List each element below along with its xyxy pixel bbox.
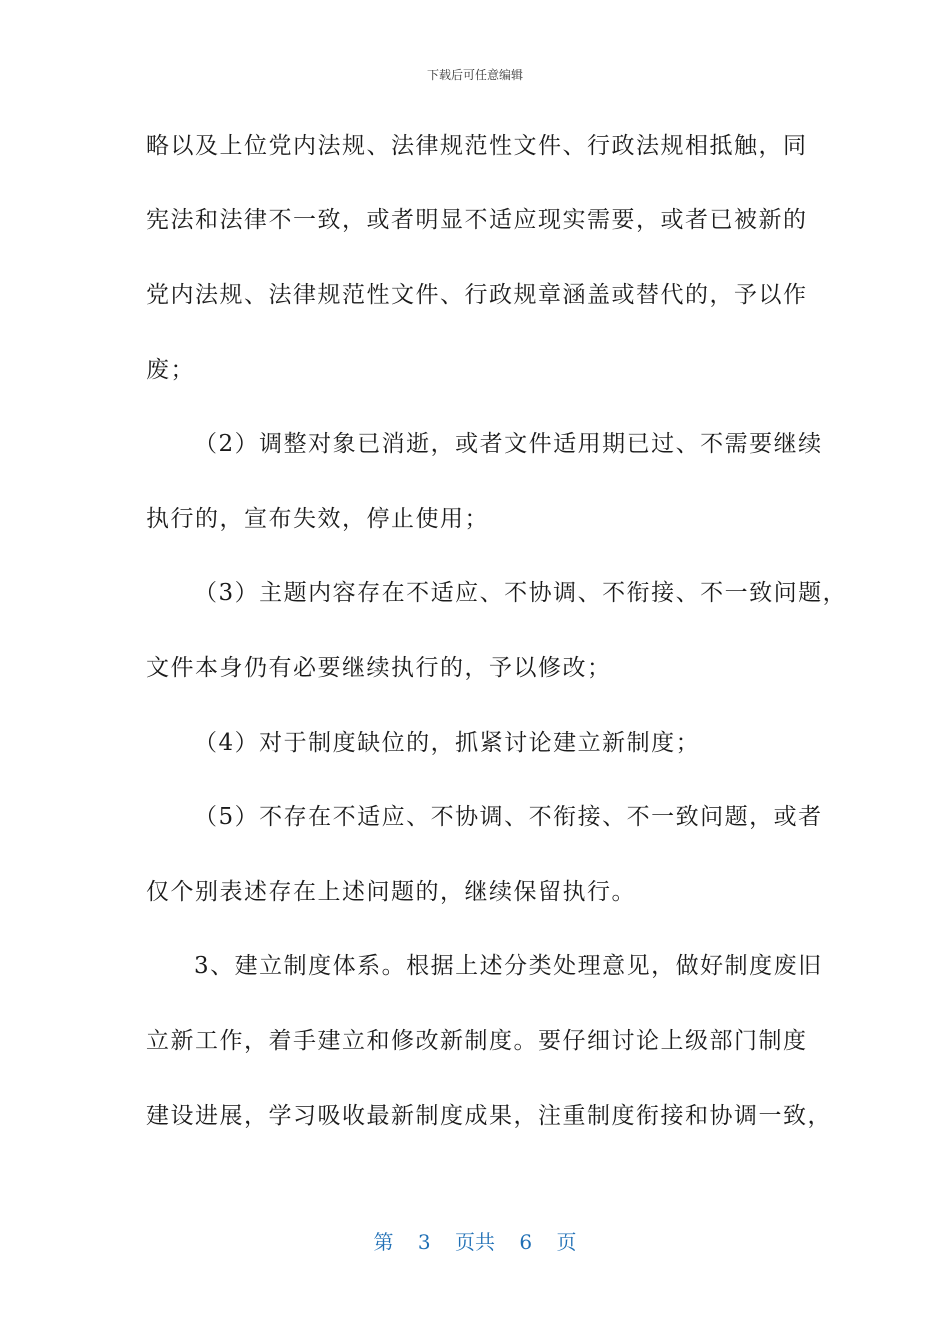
body-line: （4）对于制度缺位的，抓紧讨论建立新制度； [194,730,701,756]
body-line: 执行的，宣布失效，停止使用； [146,506,489,532]
total-page-count: 6 [519,1230,533,1254]
footer-prefix: 第 [373,1230,394,1254]
body-line: 文件本身仍有必要继续执行的，予以修改； [146,655,612,681]
body-line: （5）不存在不适应、不协调、不衔接、不一致问题，或者 [194,804,823,830]
body-line: 党内法规、法律规范性文件、行政规章涵盖或替代的，予以作 [146,282,808,308]
body-line: 废； [146,357,195,383]
body-line: 宪法和法律不一致，或者明显不适应现实需要，或者已被新的 [146,207,808,233]
body-line: 立新工作，着手建立和修改新制度。要仔细讨论上级部门制度 [146,1028,808,1054]
body-line: 仅个别表述存在上述问题的，继续保留执行。 [146,879,636,905]
body-line: 3、建立制度体系。根据上述分类处理意见，做好制度废旧 [194,953,823,979]
current-page-number: 3 [417,1230,431,1254]
body-line: 略以及上位党内法规、法律规范性文件、行政法规相抵触，同 [146,133,808,159]
page-footer [0,1226,950,1255]
footer-suffix: 页 [556,1230,577,1254]
footer-middle: 页共 [455,1230,495,1254]
page-header: 下载后可任意编辑 [426,68,523,82]
body-line: （3）主题内容存在不适应、不协调、不衔接、不一致问题， [194,580,848,606]
body-line: 建设进展，学习吸收最新制度成果，注重制度衔接和协调一致， [146,1103,832,1129]
body-line: （2）调整对象已消逝，或者文件适用期已过、不需要继续 [194,431,823,457]
